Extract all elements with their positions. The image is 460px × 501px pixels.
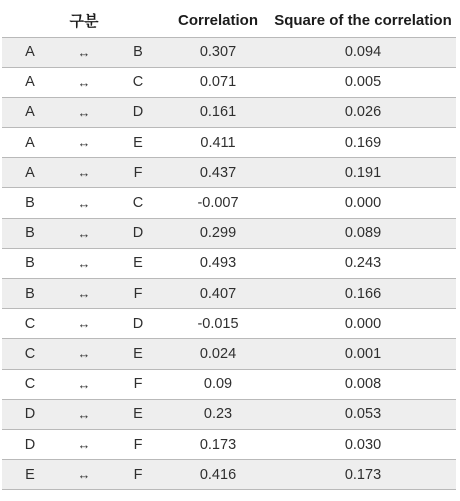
cell-correlation: -0.015 xyxy=(166,309,270,339)
cell-from: D xyxy=(2,429,58,459)
table-row xyxy=(2,188,456,218)
bidirectional-arrow-icon: ↔ xyxy=(58,279,110,309)
bidirectional-arrow-icon: ↔ xyxy=(58,399,110,429)
cell-correlation: 0.09 xyxy=(166,369,270,399)
table-row xyxy=(2,218,456,248)
table-row xyxy=(2,339,456,369)
cell-from: A xyxy=(2,37,58,67)
table-row xyxy=(2,399,456,429)
cell-correlation: 0.299 xyxy=(166,218,270,248)
cell-from: D xyxy=(2,399,58,429)
cell-to: F xyxy=(110,429,166,459)
table-row xyxy=(2,309,456,339)
table-row xyxy=(2,128,456,158)
cell-to: E xyxy=(110,399,166,429)
cell-correlation: 0.437 xyxy=(166,158,270,188)
cell-from: B xyxy=(2,218,58,248)
cell-to: E xyxy=(110,128,166,158)
cell-to: F xyxy=(110,158,166,188)
cell-from: C xyxy=(2,339,58,369)
cell-correlation: 0.407 xyxy=(166,279,270,309)
correlation-table-container xyxy=(2,5,456,490)
cell-square-correlation: 0.191 xyxy=(270,158,456,188)
cell-correlation: 0.411 xyxy=(166,128,270,158)
header-category: 구분 xyxy=(58,5,110,37)
cell-correlation: 0.024 xyxy=(166,339,270,369)
cell-from: A xyxy=(2,67,58,97)
cell-square-correlation: 0.053 xyxy=(270,399,456,429)
cell-square-correlation: 0.000 xyxy=(270,309,456,339)
bidirectional-arrow-icon: ↔ xyxy=(58,339,110,369)
bidirectional-arrow-icon: ↔ xyxy=(58,248,110,278)
table-row xyxy=(2,97,456,127)
cell-to: F xyxy=(110,369,166,399)
header-square-correlation: Square of the correlation xyxy=(270,5,456,37)
table-row xyxy=(2,369,456,399)
cell-from: E xyxy=(2,460,58,490)
cell-from: C xyxy=(2,369,58,399)
header-from xyxy=(2,5,58,37)
cell-from: C xyxy=(2,309,58,339)
bidirectional-arrow-icon: ↔ xyxy=(58,67,110,97)
cell-square-correlation: 0.089 xyxy=(270,218,456,248)
cell-from: A xyxy=(2,128,58,158)
cell-correlation: 0.493 xyxy=(166,248,270,278)
table-row xyxy=(2,37,456,67)
cell-square-correlation: 0.243 xyxy=(270,248,456,278)
cell-from: B xyxy=(2,248,58,278)
bidirectional-arrow-icon: ↔ xyxy=(58,97,110,127)
cell-correlation: 0.23 xyxy=(166,399,270,429)
cell-to: D xyxy=(110,97,166,127)
cell-square-correlation: 0.005 xyxy=(270,67,456,97)
cell-to: C xyxy=(110,67,166,97)
bidirectional-arrow-icon: ↔ xyxy=(58,158,110,188)
cell-from: B xyxy=(2,188,58,218)
bidirectional-arrow-icon: ↔ xyxy=(58,429,110,459)
cell-correlation: 0.161 xyxy=(166,97,270,127)
bidirectional-arrow-icon: ↔ xyxy=(58,218,110,248)
table-row xyxy=(2,279,456,309)
table-row xyxy=(2,248,456,278)
cell-to: E xyxy=(110,248,166,278)
cell-to: F xyxy=(110,279,166,309)
cell-from: A xyxy=(2,158,58,188)
header-to xyxy=(110,5,166,37)
cell-square-correlation: 0.166 xyxy=(270,279,456,309)
table-body xyxy=(2,37,456,490)
cell-from: A xyxy=(2,97,58,127)
correlation-table xyxy=(2,5,456,490)
cell-square-correlation: 0.094 xyxy=(270,37,456,67)
bidirectional-arrow-icon: ↔ xyxy=(58,369,110,399)
table-header-row xyxy=(2,5,456,37)
table-row xyxy=(2,67,456,97)
cell-square-correlation: 0.008 xyxy=(270,369,456,399)
bidirectional-arrow-icon: ↔ xyxy=(58,37,110,67)
cell-square-correlation: 0.173 xyxy=(270,460,456,490)
cell-to: D xyxy=(110,218,166,248)
cell-square-correlation: 0.000 xyxy=(270,188,456,218)
bidirectional-arrow-icon: ↔ xyxy=(58,188,110,218)
table-row xyxy=(2,460,456,490)
cell-from: B xyxy=(2,279,58,309)
cell-correlation: 0.307 xyxy=(166,37,270,67)
cell-square-correlation: 0.026 xyxy=(270,97,456,127)
bidirectional-arrow-icon: ↔ xyxy=(58,460,110,490)
cell-to: E xyxy=(110,339,166,369)
cell-to: D xyxy=(110,309,166,339)
cell-to: B xyxy=(110,37,166,67)
table-row xyxy=(2,429,456,459)
cell-square-correlation: 0.001 xyxy=(270,339,456,369)
cell-to: C xyxy=(110,188,166,218)
header-correlation: Correlation xyxy=(166,5,270,37)
table-row xyxy=(2,158,456,188)
bidirectional-arrow-icon: ↔ xyxy=(58,309,110,339)
cell-to: F xyxy=(110,460,166,490)
bidirectional-arrow-icon: ↔ xyxy=(58,128,110,158)
cell-square-correlation: 0.169 xyxy=(270,128,456,158)
cell-square-correlation: 0.030 xyxy=(270,429,456,459)
cell-correlation: 0.173 xyxy=(166,429,270,459)
cell-correlation: 0.071 xyxy=(166,67,270,97)
cell-correlation: -0.007 xyxy=(166,188,270,218)
cell-correlation: 0.416 xyxy=(166,460,270,490)
